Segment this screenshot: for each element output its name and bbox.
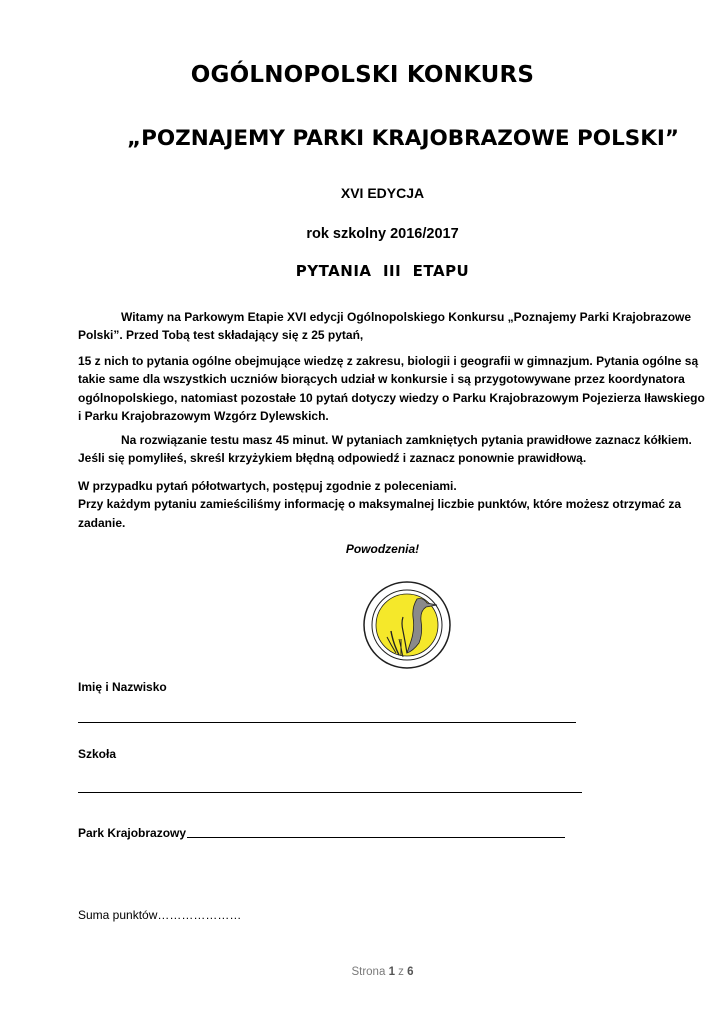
text-line: 15 z nich to pytania ogólne obejmujące wiedzę z zakresu, biologii i geografii w gimnazjum. Pytania ogólne są — [78, 354, 699, 368]
text-line: Jeśli się pomyliłeś, skreśl krzyżykiem błędną odpowiedź i zaznacz ponownie prawidłową. — [78, 451, 587, 466]
score-sum-field[interactable]: Suma punktów………………… — [78, 908, 242, 922]
contest-title: OGÓLNOPOLSKI KONKURS — [190, 62, 535, 88]
edition-label: XVI EDYCJA — [340, 185, 425, 201]
name-field[interactable] — [78, 722, 576, 723]
stage-heading: PYTANIA III ETAPU — [295, 262, 470, 280]
intro-paragraph-2 — [78, 352, 705, 426]
school-label: Szkoła — [78, 747, 117, 761]
text-line: Na rozwiązanie testu masz 45 minut. W pytaniach zamkniętych pytania prawidłowe zaznacz kółkiem. — [121, 433, 692, 447]
text-line: W przypadku pytań półotwartych, postępuj zgodnie z poleceniami. — [78, 479, 457, 493]
text-line: Witamy na Parkowym Etapie XVI edycji Ogólnopolskiego Konkursu „Poznajemy Parki Krajobrazowe — [121, 310, 692, 324]
page-number — [0, 966, 725, 978]
instructions-paragraph — [78, 431, 690, 468]
text-line: zadanie. — [78, 515, 126, 530]
name-label: Imię i Nazwisko — [78, 680, 167, 694]
park-field[interactable] — [187, 837, 565, 838]
current-page: 1 — [388, 966, 395, 978]
park-label: Park Krajobrazowy — [78, 826, 187, 840]
text-line: takie same dla wszystkich uczniów biorących udział w konkursie i są przygotowywane przez koordynatora — [78, 372, 685, 387]
text-line: ogólnopolskiego, natomiast pozostałe 10 pytań dotyczy wiedzy o Parku Krajobrazowym Pojezierza Iławskiego — [78, 390, 705, 405]
text-line: Polski”. Przed Tobą test składający się z 25 pytań, — [78, 328, 364, 343]
points-paragraph — [78, 477, 690, 532]
contest-subtitle: „POZNAJEMY PARKI KRAJOBRAZOWE POLSKI” — [126, 126, 680, 151]
heron-logo-icon — [363, 581, 451, 669]
page-separator: z — [398, 966, 404, 978]
school-field[interactable] — [78, 792, 582, 793]
page-prefix: Strona — [351, 966, 386, 978]
text-line: i Parku Krajobrazowym Wzgórz Dylewskich. — [78, 409, 329, 424]
intro-paragraph-1 — [78, 308, 690, 345]
total-pages: 6 — [407, 966, 414, 978]
text-line: Przy każdym pytaniu zamieściliśmy informację o maksymalnej liczbie punktów, które możesz otrzymać za — [78, 497, 682, 512]
good-luck-text: Powodzenia! — [345, 542, 420, 556]
school-year: rok szkolny 2016/2017 — [306, 226, 459, 242]
